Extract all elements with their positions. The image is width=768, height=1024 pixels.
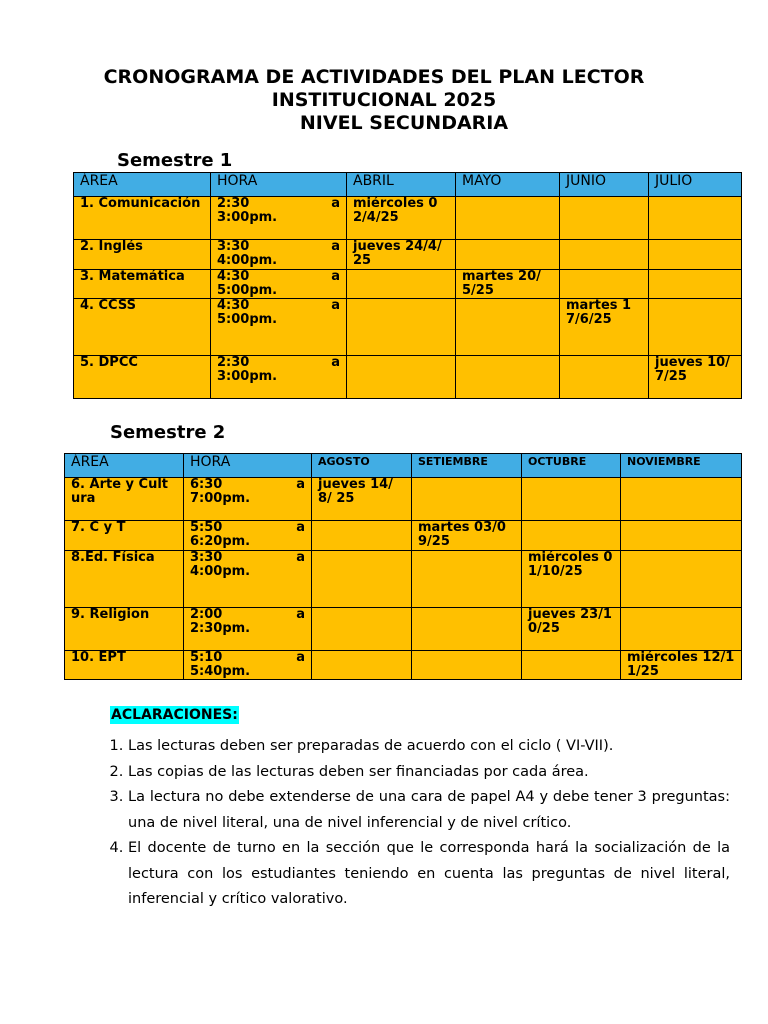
semester1-heading: Semestre 1 (117, 150, 233, 171)
schedule-cell: martes 20/5/25 (456, 269, 560, 299)
clarifications-list (100, 734, 730, 913)
table-row (65, 650, 742, 680)
schedule-cell (621, 607, 742, 650)
schedule-cell (560, 269, 649, 299)
area-cell: 8.Ed. Física (65, 550, 184, 607)
column-header: HORA (211, 173, 347, 197)
clarification-item: 2. Las copias de las lecturas deben ser financiadas por cada área. (128, 760, 730, 786)
hora-end: 5:00pm. (217, 312, 278, 328)
schedule-cell: miércoles 01/10/25 (522, 550, 621, 607)
hora-separator: a (296, 550, 305, 565)
schedule-cell (560, 356, 649, 399)
table-header-row (74, 173, 742, 197)
table-header-row (65, 454, 742, 478)
clarification-item: 1. Las lecturas deben ser preparadas de acuerdo con el ciclo ( VI-VII). (128, 734, 730, 760)
hora-cell (184, 550, 312, 607)
area-cell: 7. C y T (65, 521, 184, 551)
column-header: AGOSTO (312, 454, 412, 478)
hora-separator: a (331, 298, 340, 314)
schedule-cell (522, 650, 621, 680)
schedule-cell (347, 356, 456, 399)
semester2-table (64, 453, 742, 680)
schedule-cell (621, 521, 742, 551)
table-row (74, 269, 742, 299)
column-header: JUNIO (560, 173, 649, 197)
column-header: OCTUBRE (522, 454, 621, 478)
table-row (74, 299, 742, 356)
hora-cell (211, 356, 347, 399)
hora-start-line (190, 651, 305, 665)
schedule-cell (312, 650, 412, 680)
hora-cell (211, 197, 347, 240)
schedule-cell (649, 240, 742, 270)
hora-end: 3:00pm. (217, 210, 278, 226)
schedule-cell (560, 197, 649, 240)
area-cell: 5. DPCC (74, 356, 211, 399)
schedule-cell (522, 478, 621, 521)
hora-start: 5:50 (190, 520, 223, 535)
table-row (65, 521, 742, 551)
hora-end: 5:00pm. (217, 282, 278, 298)
area-cell: 3. Matemática (74, 269, 211, 299)
document-title-line1: CRONOGRAMA DE ACTIVIDADES DEL PLAN LECTOR (103, 66, 645, 88)
hora-end: 7:00pm. (190, 491, 251, 507)
schedule-cell: jueves 14/8/ 25 (312, 478, 412, 521)
schedule-cell (456, 299, 560, 356)
schedule-cell (412, 607, 522, 650)
hora-end: 5:40pm. (190, 663, 251, 679)
hora-start: 4:30 (217, 298, 250, 314)
hora-start-line (217, 356, 340, 370)
hora-start: 2:30 (217, 355, 250, 371)
hora-start-line (190, 521, 305, 535)
clarification-item: 3. La lectura no debe extenderse de una cara de papel A4 y debe tener 3 preguntas: una de nivel literal, una de nivel inferencial y de nivel crítico. (128, 785, 730, 836)
hora-end: 3:00pm. (217, 369, 278, 385)
column-header: NOVIEMBRE (621, 454, 742, 478)
table-row (65, 607, 742, 650)
column-header: ÁREA (65, 454, 184, 478)
table-row (74, 240, 742, 270)
table-row (74, 356, 742, 399)
hora-start-line (190, 478, 305, 492)
clarifications-heading: ACLARACIONES: (111, 707, 238, 723)
hora-separator: a (296, 477, 305, 492)
semester1-table (73, 172, 742, 399)
schedule-cell: jueves 23/10/25 (522, 607, 621, 650)
column-header: HORA (184, 454, 312, 478)
area-cell: 2. Inglés (74, 240, 211, 270)
area-cell: 9. Religion (65, 607, 184, 650)
hora-start: 4:30 (217, 269, 250, 284)
table-row (74, 197, 742, 240)
table-row (65, 550, 742, 607)
schedule-cell (412, 650, 522, 680)
hora-end: 6:20pm. (190, 534, 251, 550)
schedule-cell (347, 299, 456, 356)
schedule-cell: miércoles 02/4/25 (347, 197, 456, 240)
hora-cell (211, 269, 347, 299)
hora-end: 4:00pm. (190, 563, 251, 579)
schedule-cell: martes 17/6/25 (560, 299, 649, 356)
hora-separator: a (331, 269, 340, 284)
document-title-line3: NIVEL SECUNDARIA (299, 112, 509, 134)
hora-start-line (190, 608, 305, 622)
hora-start-line (190, 551, 305, 565)
schedule-cell (412, 478, 522, 521)
hora-separator: a (331, 239, 340, 254)
table-row (65, 478, 742, 521)
schedule-cell (347, 269, 456, 299)
column-header: SETIEMBRE (412, 454, 522, 478)
document-title-line2: INSTITUCIONAL 2025 (271, 89, 497, 111)
hora-start-line (217, 197, 340, 211)
column-header: ÁREA (74, 173, 211, 197)
hora-start-line (217, 240, 340, 254)
hora-cell (184, 521, 312, 551)
semester2-heading: Semestre 2 (110, 422, 226, 443)
hora-cell (184, 478, 312, 521)
area-cell: 10. EPT (65, 650, 184, 680)
hora-start-line (217, 270, 340, 284)
hora-separator: a (296, 520, 305, 535)
area-cell: 1. Comunicación (74, 197, 211, 240)
column-header: JULIO (649, 173, 742, 197)
hora-cell (184, 607, 312, 650)
hora-start: 3:30 (217, 239, 250, 254)
hora-start: 2:00 (190, 607, 223, 622)
hora-separator: a (296, 607, 305, 622)
hora-separator: a (331, 355, 340, 371)
schedule-cell (522, 521, 621, 551)
area-cell: 6. Arte y Cultura (65, 478, 184, 521)
schedule-cell: jueves 10/7/25 (649, 356, 742, 399)
schedule-cell (456, 356, 560, 399)
hora-end: 2:30pm. (190, 620, 251, 636)
clarification-item: 4. El docente de turno en la sección que le corresponda hará la socialización de la lectura con los estudiantes teniendo en cuenta las preguntas de nivel literal, inferencial y crítico valorativo. (128, 836, 730, 913)
schedule-cell (456, 197, 560, 240)
schedule-cell: martes 03/09/25 (412, 521, 522, 551)
area-cell: 4. CCSS (74, 299, 211, 356)
schedule-cell (312, 521, 412, 551)
schedule-cell: jueves 24/4/25 (347, 240, 456, 270)
schedule-cell (649, 269, 742, 299)
schedule-cell (456, 240, 560, 270)
schedule-cell (649, 299, 742, 356)
hora-cell (184, 650, 312, 680)
hora-start: 5:10 (190, 650, 223, 665)
hora-start: 3:30 (190, 550, 223, 565)
schedule-cell (560, 240, 649, 270)
column-header: ABRIL (347, 173, 456, 197)
schedule-cell (621, 478, 742, 521)
hora-cell (211, 240, 347, 270)
hora-start: 2:30 (217, 196, 250, 211)
column-header: MAYO (456, 173, 560, 197)
schedule-cell (621, 550, 742, 607)
hora-start: 6:30 (190, 477, 223, 492)
schedule-cell (412, 550, 522, 607)
hora-end: 4:00pm. (217, 253, 278, 269)
hora-cell (211, 299, 347, 356)
schedule-cell (649, 197, 742, 240)
schedule-cell (312, 550, 412, 607)
schedule-cell (312, 607, 412, 650)
schedule-cell: miércoles 12/11/25 (621, 650, 742, 680)
hora-separator: a (296, 650, 305, 665)
hora-start-line (217, 299, 340, 313)
hora-separator: a (331, 196, 340, 211)
